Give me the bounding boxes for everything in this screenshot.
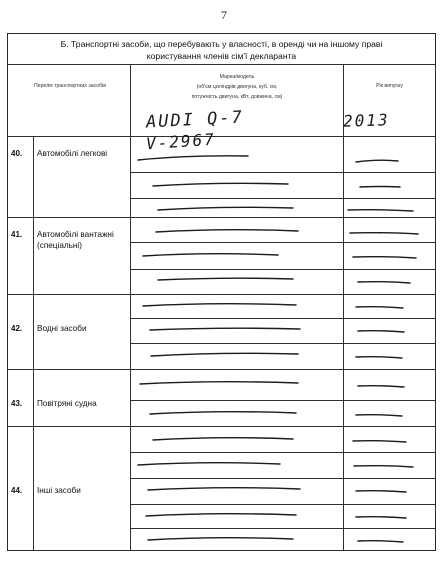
dash-stroke: [356, 517, 406, 518]
row-number-42: 42.: [11, 324, 23, 333]
dash-stroke: [360, 187, 400, 188]
dash-stroke: [358, 331, 404, 332]
dash-stroke: [356, 160, 398, 162]
dash-stroke: [356, 307, 403, 308]
dash-stroke: [358, 386, 404, 387]
dash-stroke: [138, 463, 280, 465]
row-label-other: Інші засоби: [37, 486, 81, 495]
brand-header-line2: (об'єм циліндрів двигуна, куб. см,: [196, 84, 278, 90]
dash-stroke: [353, 257, 416, 258]
row-label-aircraft: Повітряні судна: [37, 399, 97, 408]
dash-stroke: [356, 491, 406, 492]
row-number-41: 41.: [11, 230, 23, 239]
handwritten-car-volume: V-2967: [145, 129, 217, 154]
dash-stroke: [138, 156, 248, 160]
handwritten-dashes: [8, 34, 435, 550]
dash-stroke: [150, 328, 300, 330]
dash-stroke: [153, 183, 288, 186]
section-title-line1: Б. Транспортні засоби, що перебувають у власності, в оренді чи на іншому праві: [60, 39, 383, 49]
dash-stroke: [356, 357, 402, 358]
vehicles-table: [7, 33, 436, 551]
dash-stroke: [146, 514, 296, 516]
dash-stroke: [356, 415, 402, 416]
column-header-year: Рік випуску: [376, 83, 403, 89]
dash-stroke: [153, 438, 293, 440]
dash-stroke: [150, 412, 296, 414]
dash-stroke: [148, 488, 300, 490]
dash-stroke: [158, 207, 293, 210]
row-label-trucks-line1: Автомобілі вантажні: [37, 230, 114, 239]
row-label-trucks-line2: (спеціальні): [37, 241, 82, 250]
brand-header-line1: Марка/модель: [219, 74, 255, 80]
row-number-43: 43.: [11, 399, 23, 408]
row-label-water: Водні засоби: [37, 324, 87, 333]
section-title-line2: користування членів сім'ї декларанта: [146, 50, 297, 61]
brand-header-line3: потужність двигуна, кВт, довжина, см): [191, 94, 283, 100]
handwritten-car-model: AUDI Q-7: [145, 107, 245, 133]
dash-stroke: [348, 210, 413, 211]
dash-stroke: [353, 441, 406, 442]
column-header-list: Перелік транспортних засобів: [33, 83, 107, 89]
dash-stroke: [158, 278, 293, 280]
dash-stroke: [143, 304, 296, 306]
dash-stroke: [140, 382, 298, 384]
dash-stroke: [358, 541, 403, 542]
dash-stroke: [354, 466, 413, 467]
dash-stroke: [148, 538, 293, 540]
handwritten-car-year: 2013: [342, 110, 390, 131]
dash-stroke: [358, 282, 410, 283]
row-number-40: 40.: [11, 149, 23, 158]
row-number-44: 44.: [11, 486, 23, 495]
row-label-cars: Автомобілі легкові: [37, 149, 108, 158]
dash-stroke: [151, 353, 298, 356]
dash-stroke: [156, 230, 298, 232]
dash-stroke: [350, 233, 418, 234]
page-number: 7: [221, 8, 227, 22]
dash-stroke: [143, 254, 278, 256]
